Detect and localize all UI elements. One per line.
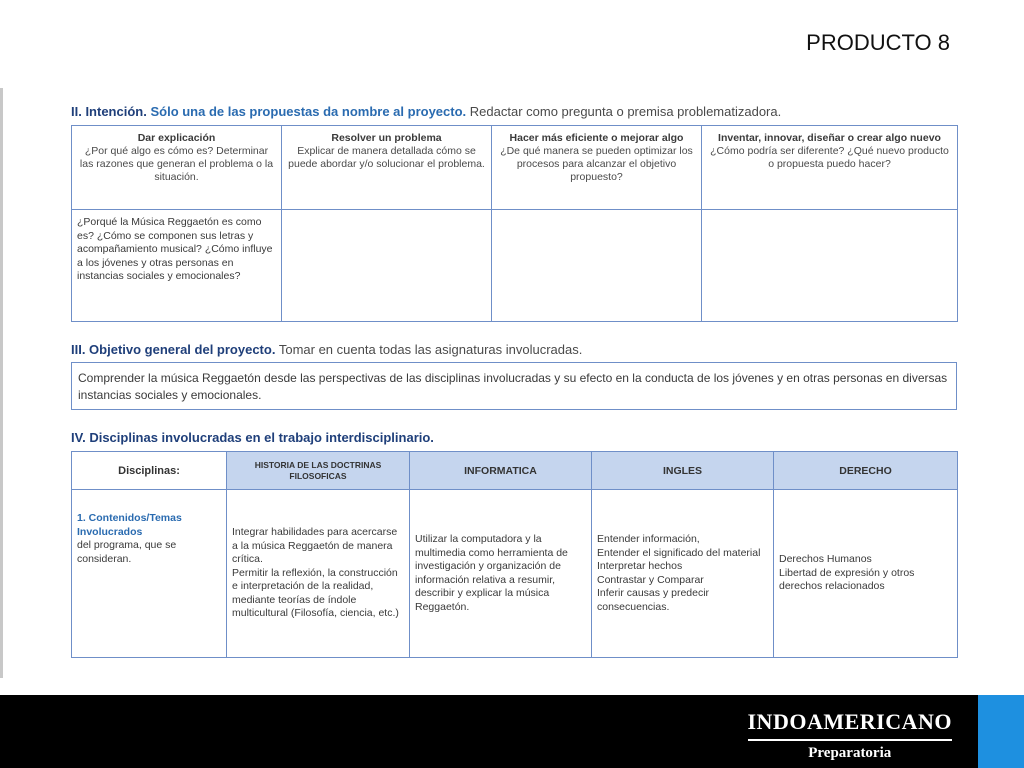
intention-header-cell: [492, 126, 702, 210]
section-disciplines-roman: IV. Disciplinas involucradas en el trabajo interdisciplinario.: [71, 430, 434, 445]
disciplines-content-cell: Utilizar la computadora y la multimedia como herramienta de investigación y organización de información relativa a resumir, describir y explicar la música Reggaetón.: [410, 490, 592, 658]
section-objective-title: [71, 342, 582, 357]
disciplines-header-cell: INGLES: [592, 452, 774, 490]
footer-accent-block: [978, 695, 1024, 768]
intention-header-desc: ¿Por qué algo es cómo es? Determinar las razones que generan el problema o la situación.: [79, 145, 274, 183]
intention-header-cell: [702, 126, 958, 210]
intention-answer-row: [72, 210, 958, 322]
section-intention-title: [71, 104, 781, 119]
disciplines-header-cell: INFORMATICA: [410, 452, 592, 490]
section-objective-rest: Tomar en cuenta todas las asignaturas involucradas.: [278, 342, 583, 357]
footer-bar: [0, 695, 1024, 768]
intention-table: [71, 125, 958, 322]
disciplines-header-cell: DERECHO: [774, 452, 958, 490]
disciplines-row-sub: del programa, que se consideran.: [77, 539, 177, 565]
intention-answer-cell: [282, 210, 492, 322]
section-intention-roman: II. Intención.: [71, 104, 147, 119]
brand-logo: [748, 709, 953, 762]
intention-header-title: Dar explicación: [137, 132, 216, 144]
left-divider: [0, 88, 3, 678]
disciplines-row-title: 1. Contenidos/Temas Involucrados: [77, 512, 182, 538]
section-intention-rest: Redactar como pregunta o premisa problematizadora.: [469, 104, 782, 119]
disciplines-table: [71, 451, 958, 658]
section-intention-strong: Sólo una de las propuestas da nombre al proyecto.: [150, 104, 467, 119]
brand-name: INDOAMERICANO: [748, 709, 953, 741]
intention-answer-cell: [702, 210, 958, 322]
intention-answer-cell: [492, 210, 702, 322]
disciplines-content-cell: Derechos Humanos Libertad de expresión y otros derechos relacionados: [774, 490, 958, 658]
disciplines-content-cell: Integrar habilidades para acercarse a la música Reggaetón de manera crítica. Permitir la reflexión, la construcción e interpretación de la realidad, mediante teorías de índole multicultural (Filosofía, ciencia, etc.): [227, 490, 410, 658]
slide-title: PRODUCTO 8: [806, 30, 950, 55]
disciplines-content-row: [72, 490, 958, 658]
intention-header-cell: [72, 126, 282, 210]
intention-header-title: Resolver un problema: [331, 132, 442, 144]
section-disciplines-title: [71, 430, 434, 445]
objective-box: Comprender la música Reggaetón desde las perspectivas de las disciplinas involucradas y su efecto en la conducta de los jóvenes y en otras personas en diversas instancias sociales y emocionales.: [71, 362, 957, 410]
intention-header-desc: ¿Cómo podría ser diferente? ¿Qué nuevo producto o propuesta puedo hacer?: [710, 145, 949, 170]
disciplines-header-cell: HISTORIA DE LAS DOCTRINAS FILOSOFICAS: [227, 452, 410, 490]
section-objective-roman: III. Objetivo general del proyecto.: [71, 342, 276, 357]
intention-header-title: Hacer más eficiente o mejorar algo: [509, 132, 684, 144]
intention-header-row: [72, 126, 958, 210]
disciplines-row-title-cell: [72, 490, 227, 658]
disciplines-content-cell: Entender información, Entender el significado del material Interpretar hechos Contrastar y Comparar Inferir causas y predecir consecuencias.: [592, 490, 774, 658]
intention-header-cell: [282, 126, 492, 210]
intention-header-desc: ¿De qué manera se pueden optimizar los procesos para alcanzar el objetivo propuesto?: [500, 145, 693, 183]
intention-header-title: Inventar, innovar, diseñar o crear algo nuevo: [718, 132, 941, 144]
disciplines-header-row: [72, 452, 958, 490]
disciplines-header-cell: Disciplinas:: [72, 452, 227, 490]
intention-header-desc: Explicar de manera detallada cómo se puede abordar y/o solucionar el problema.: [288, 145, 485, 170]
intention-answer-cell: ¿Porqué la Música Reggaetón es como es? ¿Cómo se componen sus letras y acompañamiento musical? ¿Cómo influye a los jóvenes y otras personas en instancias sociales y emocionales?: [72, 210, 282, 322]
brand-sub: Preparatoria: [808, 745, 892, 761]
